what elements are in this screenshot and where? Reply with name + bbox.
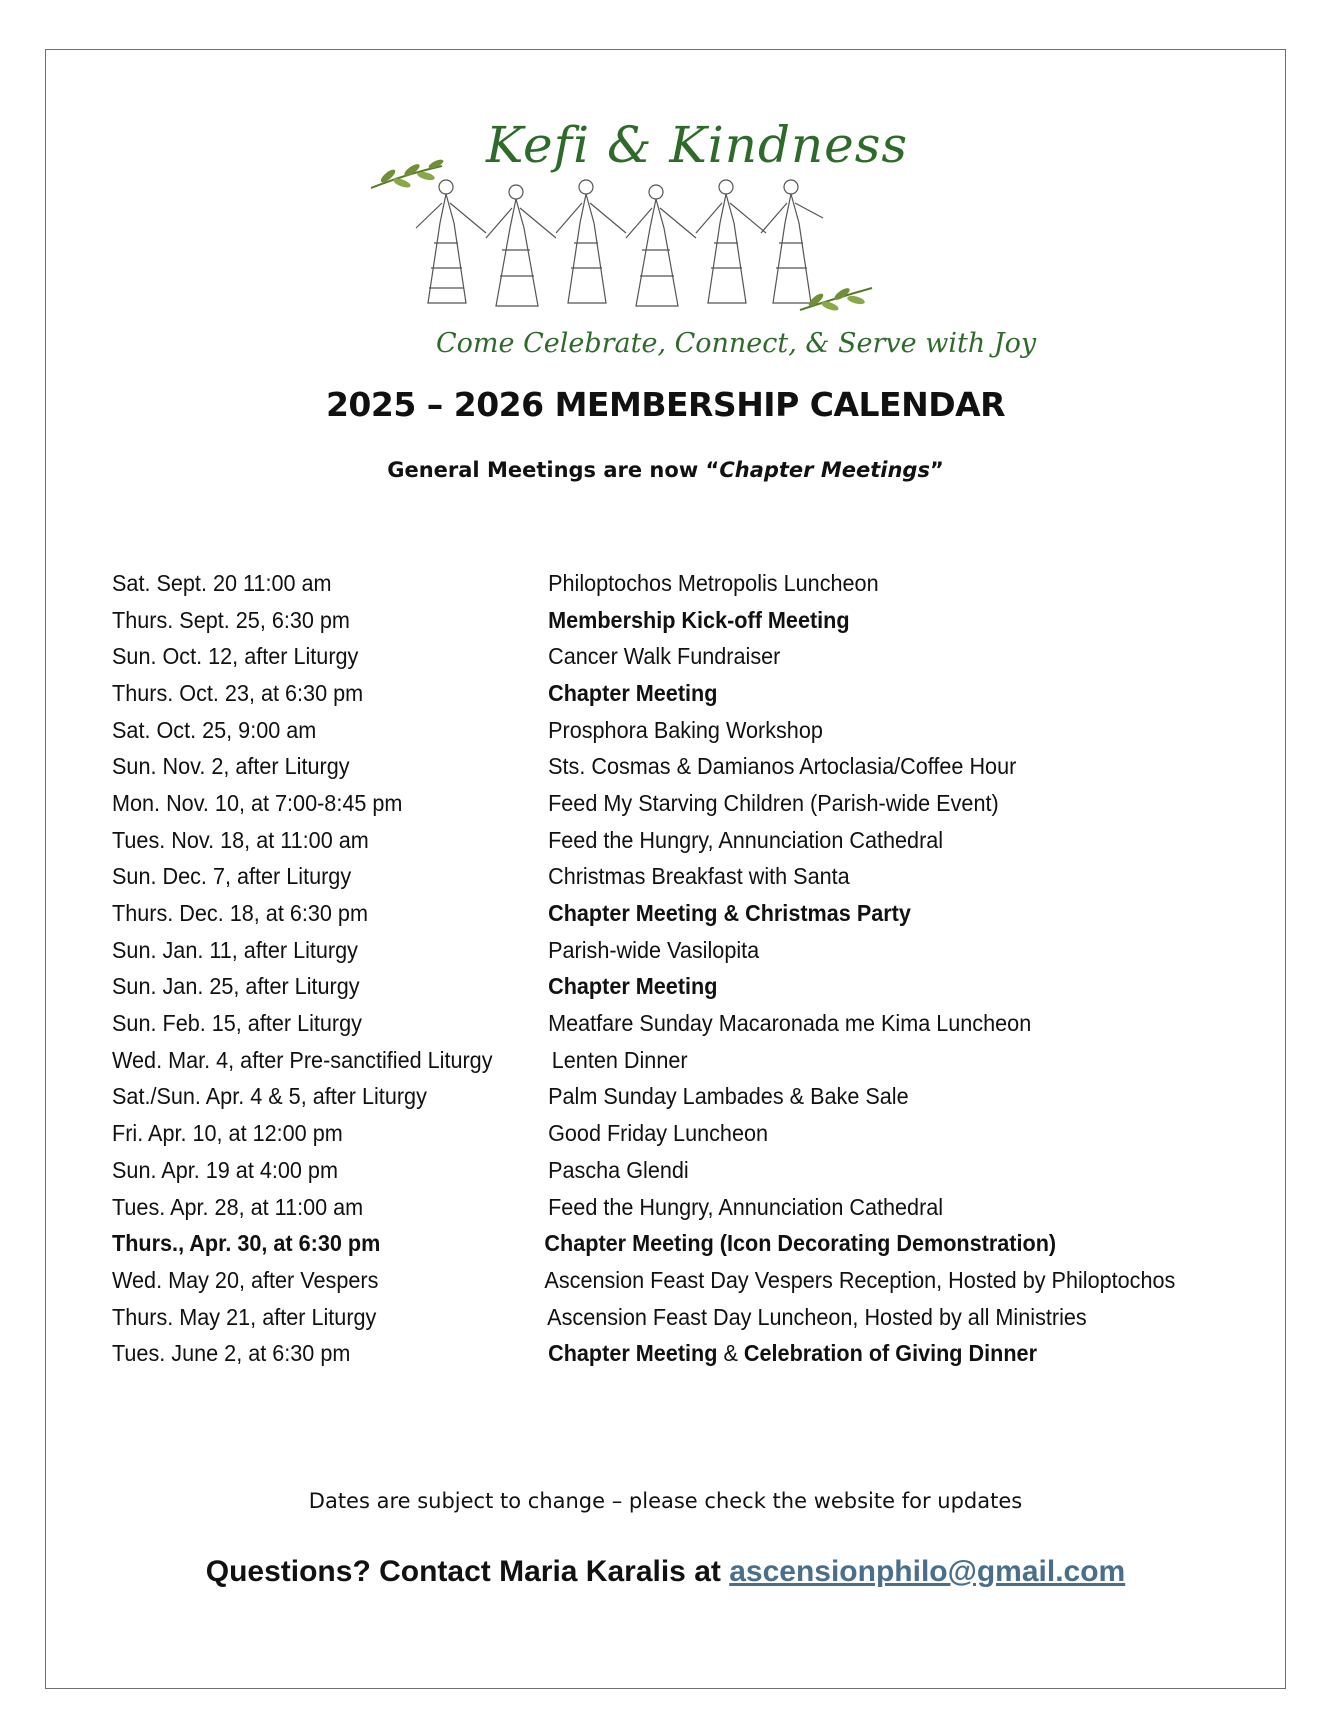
page-subtitle bbox=[46, 458, 1285, 482]
email-link[interactable]: ascensionphilo@gmail.com bbox=[729, 1555, 1126, 1588]
event-date: Sun. Nov. 2, after Liturgy bbox=[112, 753, 350, 780]
event-date: Wed. Mar. 4, after Pre-sanctified Liturgy bbox=[112, 1046, 493, 1073]
event-date: Thurs. Dec. 18, at 6:30 pm bbox=[112, 900, 368, 927]
event-row bbox=[112, 895, 1179, 932]
event-name: Membership Kick-off Meeting bbox=[548, 606, 850, 633]
event-date: Sat. Sept. 20 11:00 am bbox=[112, 569, 332, 596]
subtitle-suffix: ” bbox=[929, 458, 944, 482]
event-date: Thurs. Sept. 25, 6:30 pm bbox=[112, 606, 350, 633]
event-date: Tues. Apr. 28, at 11:00 am bbox=[112, 1193, 364, 1220]
event-row bbox=[112, 1042, 1179, 1079]
event-date: Sun. Oct. 12, after Liturgy bbox=[112, 643, 359, 670]
event-name: Good Friday Luncheon bbox=[548, 1120, 769, 1147]
event-date: Thurs. Oct. 23, at 6:30 pm bbox=[112, 679, 364, 706]
event-name: Cancer Walk Fundraiser bbox=[548, 643, 781, 670]
event-row bbox=[112, 565, 1179, 602]
event-name: Ascension Feast Day Luncheon, Hosted by all Ministries bbox=[547, 1303, 1087, 1330]
footer-note: Dates are subject to change – please check the website for updates bbox=[308, 1489, 1023, 1513]
subtitle-prefix: General Meetings are now “ bbox=[387, 458, 720, 482]
event-name: Chapter Meeting (Icon Decorating Demonstration) bbox=[544, 1230, 1057, 1257]
event-date: Wed. May 20, after Vespers bbox=[112, 1266, 379, 1293]
logo-title: Kefi & Kindness bbox=[486, 116, 909, 174]
event-list bbox=[112, 565, 1272, 1372]
event-date: Sun. Jan. 25, after Liturgy bbox=[112, 973, 360, 1000]
event-date: Sun. Apr. 19 at 4:00 pm bbox=[112, 1156, 338, 1183]
event-name-part: Chapter Meeting bbox=[548, 1340, 718, 1367]
event-name: Lenten Dinner bbox=[551, 1046, 688, 1073]
event-name: Chapter Meeting & Christmas Party bbox=[548, 900, 911, 927]
event-name-part: Celebration of Giving Dinner bbox=[743, 1340, 1038, 1367]
event-row bbox=[112, 1335, 1179, 1372]
event-name: Parish-wide Vasilopita bbox=[548, 936, 760, 963]
event-row bbox=[112, 1152, 1179, 1189]
event-row bbox=[112, 712, 1179, 749]
event-row bbox=[112, 1189, 1179, 1226]
event-date: Fri. Apr. 10, at 12:00 pm bbox=[112, 1120, 343, 1147]
event-row bbox=[112, 1299, 1179, 1336]
event-row bbox=[112, 1115, 1179, 1152]
event-row bbox=[112, 675, 1179, 712]
event-row bbox=[112, 859, 1179, 896]
page-title: 2025 – 2026 MEMBERSHIP CALENDAR bbox=[325, 385, 1006, 424]
logo bbox=[346, 78, 1037, 378]
olive-branch-icon bbox=[796, 276, 876, 316]
page-frame bbox=[45, 49, 1286, 1689]
event-name: Palm Sunday Lambades & Bake Sale bbox=[548, 1083, 909, 1110]
contact-prefix: Questions? Contact Maria Karalis at bbox=[205, 1555, 730, 1588]
event-name: Pascha Glendi bbox=[548, 1156, 689, 1183]
event-name: Feed the Hungry, Annunciation Cathedral bbox=[548, 1193, 944, 1220]
event-row bbox=[112, 1225, 1179, 1262]
event-name bbox=[548, 1340, 1037, 1367]
subtitle-emphasis: Chapter Meetings bbox=[719, 458, 930, 482]
event-date: Sun. Dec. 7, after Liturgy bbox=[112, 863, 352, 890]
event-date: Sun. Jan. 11, after Liturgy bbox=[112, 936, 358, 963]
dancers-illustration bbox=[386, 173, 836, 323]
event-date: Mon. Nov. 10, at 7:00-8:45 pm bbox=[112, 789, 403, 816]
event-name: Sts. Cosmas & Damianos Artoclasia/Coffee Hour bbox=[548, 753, 1017, 780]
event-name: Chapter Meeting bbox=[548, 973, 718, 1000]
event-name: Philoptochos Metropolis Luncheon bbox=[548, 569, 879, 596]
event-row bbox=[112, 748, 1179, 785]
event-name: Feed My Starving Children (Parish-wide Event) bbox=[548, 789, 999, 816]
logo-tagline: Come Celebrate, Connect, & Serve with Joy bbox=[436, 328, 1037, 359]
event-name: Meatfare Sunday Macaronada me Kima Luncheon bbox=[548, 1010, 1032, 1037]
event-row bbox=[112, 822, 1179, 859]
event-name-amp: & bbox=[717, 1340, 744, 1367]
event-date: Thurs. May 21, after Liturgy bbox=[112, 1303, 377, 1330]
event-row bbox=[112, 1005, 1179, 1042]
event-row bbox=[112, 1079, 1179, 1116]
event-row bbox=[112, 638, 1179, 675]
event-date: Sat. Oct. 25, 9:00 am bbox=[112, 716, 317, 743]
event-row bbox=[112, 932, 1179, 969]
event-date: Sun. Feb. 15, after Liturgy bbox=[112, 1010, 362, 1037]
event-name: Christmas Breakfast with Santa bbox=[548, 863, 850, 890]
event-row bbox=[112, 785, 1179, 822]
event-name: Prosphora Baking Workshop bbox=[548, 716, 823, 743]
event-date: Thurs., Apr. 30, at 6:30 pm bbox=[112, 1230, 381, 1257]
event-row bbox=[112, 1262, 1179, 1299]
event-row bbox=[112, 969, 1179, 1006]
event-date: Tues. June 2, at 6:30 pm bbox=[112, 1340, 351, 1367]
event-name: Feed the Hungry, Annunciation Cathedral bbox=[548, 826, 944, 853]
event-date: Tues. Nov. 18, at 11:00 am bbox=[112, 826, 369, 853]
event-date: Sat./Sun. Apr. 4 & 5, after Liturgy bbox=[112, 1083, 427, 1110]
event-row bbox=[112, 602, 1179, 639]
contact-line bbox=[46, 1555, 1285, 1589]
event-name: Chapter Meeting bbox=[548, 679, 718, 706]
event-name: Ascension Feast Day Vespers Reception, Hosted by Philoptochos bbox=[544, 1266, 1176, 1293]
